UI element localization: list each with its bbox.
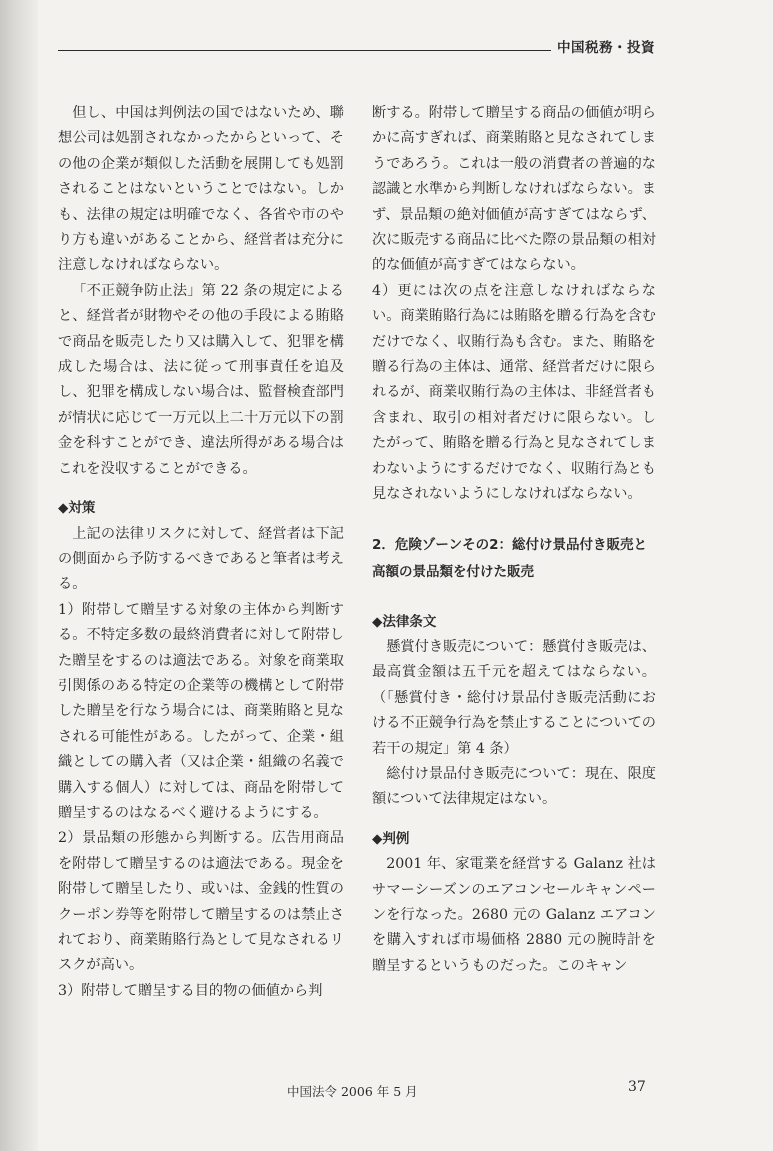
left-paragraph-6: 3）附帯して贈呈する目的物の価値から判 xyxy=(58,982,323,999)
page-spine-shadow xyxy=(0,0,38,1151)
right-paragraph-5: 2001 年、家電業を経営する Galanz 社はサマーシーズンのエアコンセールキャンペーンを行なった。2680 元の Galanz エアコンを購入すれば市場価格 2880 元の腕時計を贈呈するというものだった。このキャン xyxy=(372,856,656,974)
left-paragraph-3: 上記の法律リスクに対して、経営者は下記の側面から予防するべきであると筆者は考える。 xyxy=(58,525,344,593)
right-paragraph-2: 4）更には次の点を注意しなければならない。商業賄賂行為には賄賂を贈る行為を含むだけでなく、収賄行為も含む。また、賄賂を贈る行為の主体は、通常、経営者だけに限られるが、商業収賄行為の主体は、非経営者も含まれ、取引の相対者だけに限らない。したがって、賄賂を贈る行為と見なされてしまわないようにするだけでなく、収賄行為とも見なされないようにしなければならない。 xyxy=(372,282,656,503)
page-number: 37 xyxy=(628,1079,646,1095)
left-column xyxy=(58,101,344,1004)
right-paragraph-3: 懸賞付き販売について：懸賞付き販売は、最高賞金額は五千元を超えてはならない。（「懸賞付き・総付け景品付き販売活動における不正競争行為を禁止することについての若干の規定」第 4 条） xyxy=(372,638,656,757)
right-paragraph-4: 総付け景品付き販売について：現在、限度額について法律規定はない。 xyxy=(372,765,656,808)
section-heading-law-articles: ◆法律条文 xyxy=(372,613,437,630)
right-column xyxy=(372,101,656,979)
section-heading-case: ◆判例 xyxy=(372,830,410,847)
left-paragraph-1: 但し、中国は判例法の国ではないため、聯想公司は処罰されなかったからといって、その他の企業が類似した活動を展開しても処罰されることはないということではない。しかも、法律の規定は明確でなく、各省や市のやり方も違いがあることから、経営者は充分に注意しなければならない。 xyxy=(58,105,344,274)
left-paragraph-5: 2）景品類の形態から判断する。広告用商品を附帯して贈呈するのは適法である。現金を附帯して贈呈したり、或いは、金銭的性質のクーポン券等を附帯して贈呈するのは禁止されており、商業賄賂行為として見なされるリスクが高い。 xyxy=(58,830,344,974)
left-paragraph-4: 1）附帯して贈呈する対象の主体から判断する。不特定多数の最終消費者に対して附帯した贈呈をするのは適法である。対象を商業取引関係のある特定の企業等の機構として附帯した贈呈を行なう場合には、商業賄賂と見なされる可能性がある。したがって、企業・組織としての購入者（又は企業・組織の名義で購入する個人）に対しては、商品を附帯して贈呈するのはなるべく避けるようにする。 xyxy=(58,601,344,821)
running-header: 中国税務・投資 xyxy=(551,36,655,56)
right-paragraph-1: 断する。附帯して贈呈する商品の価値が明らかに高すぎれば、商業賄賂と見なされてしまうであろう。これは一般の消費者の普遍的な認識と水準から判断しなければならない。まず、景品類の絶対価値が高すぎてはならず、次に販売する商品に比べた際の景品類の相対的な価値が高すぎてはならない。 xyxy=(372,105,656,274)
section-heading-countermeasures: ◆対策 xyxy=(58,500,96,517)
left-paragraph-2: 「不正競争防止法」第 22 条の規定によると、経営者が財物やその他の手段による賄賂で商品を販売したり又は購入して、犯罪を構成した場合は、法に従って刑事責任を追及し、犯罪を構成しない場合は、監督検査部門が情状に応じて一万元以上二十万元以下の罰金を科すことができ、違法所得がある場合はこれを没収することができる。 xyxy=(58,282,344,477)
footer-publication: 中国法令 2006 年 5 月 xyxy=(287,1084,418,1099)
danger-zone-heading: 2．危険ゾーンその2：総付け景品付き販売と高額の景品類を付けた販売 xyxy=(372,536,648,580)
